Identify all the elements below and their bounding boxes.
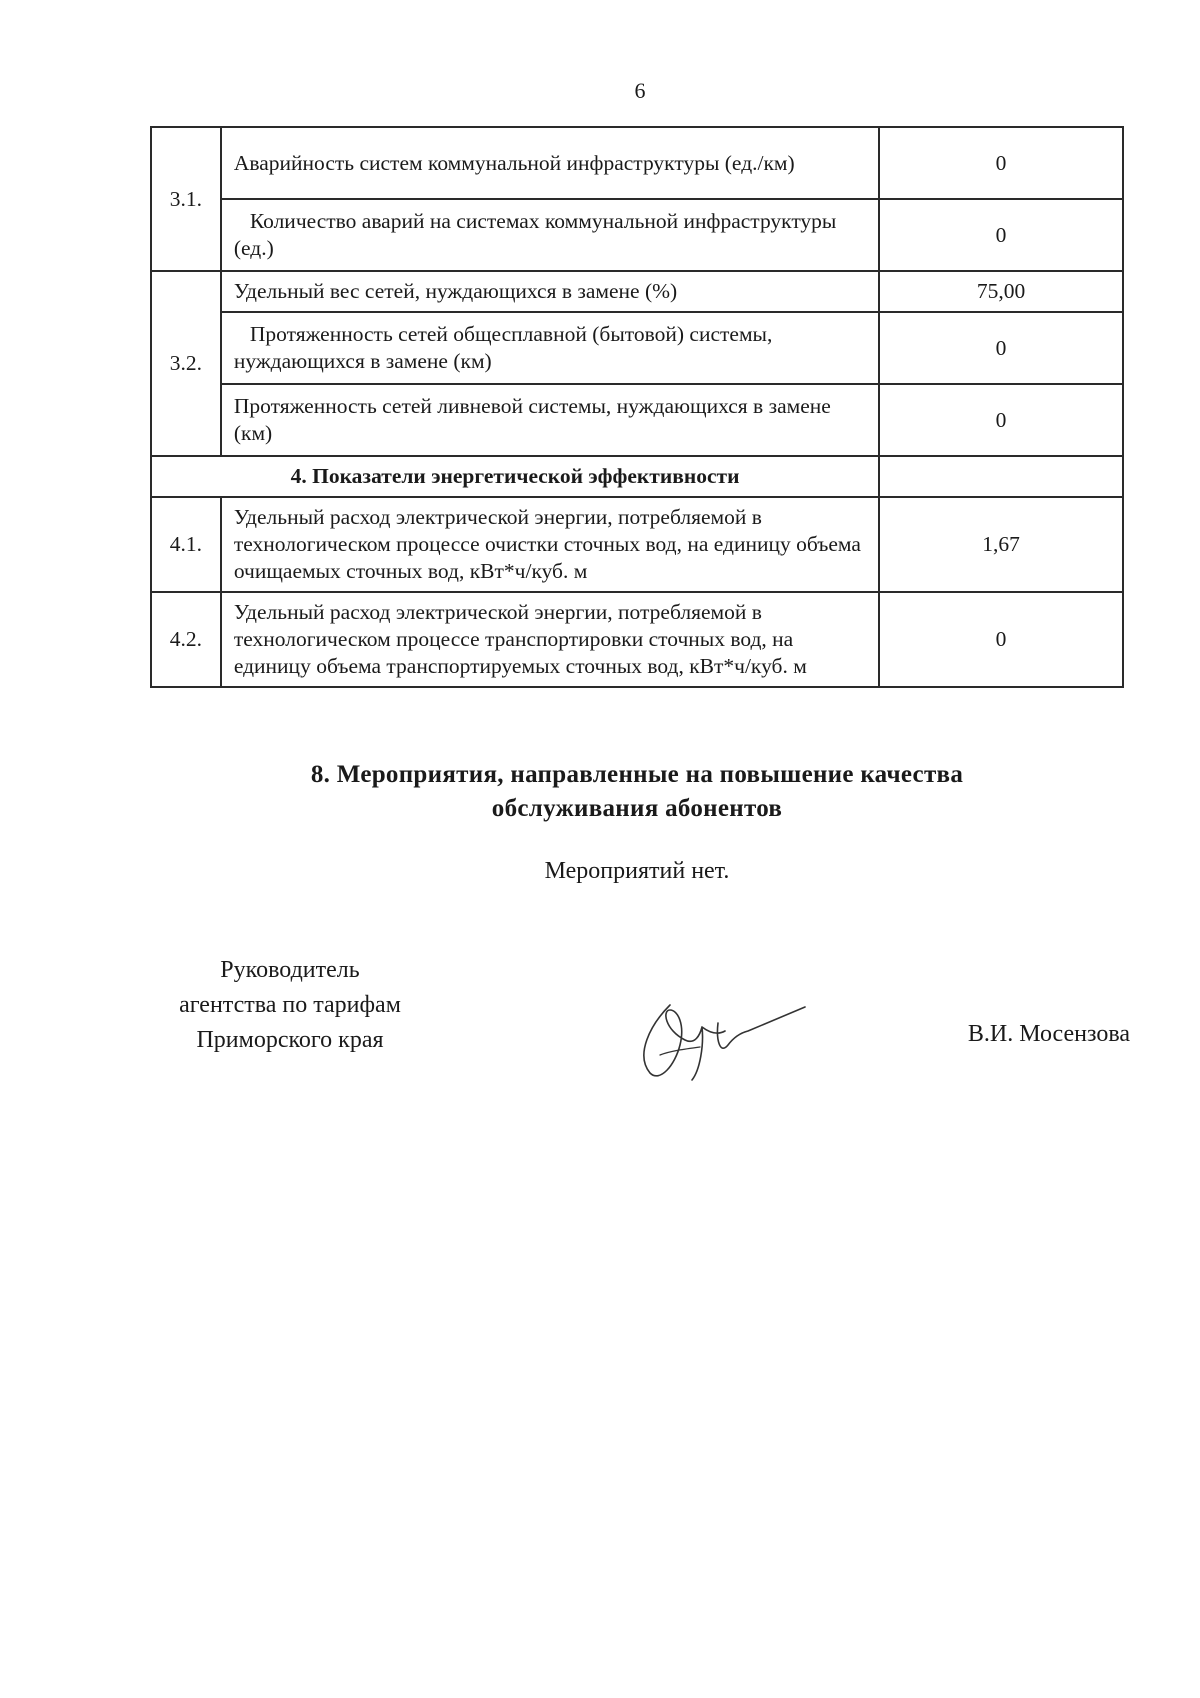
- row-description: Удельный расход электрической энергии, потребляемой в технологическом процессе транспортировки сточных вод, на единицу объема транспортируемых сточных вод, кВт*ч/куб. м: [221, 592, 879, 687]
- table-row: [151, 592, 1123, 687]
- row-value: 0: [879, 312, 1123, 384]
- indicators-table: [150, 126, 1124, 688]
- row-value: 75,00: [879, 271, 1123, 312]
- table-row: [151, 199, 1123, 271]
- signer-title-line3: Приморского края: [196, 1027, 384, 1053]
- table-row: [151, 127, 1123, 199]
- section-heading-line2: обслуживания абонентов: [491, 795, 783, 822]
- signer-title-line1: Руководитель: [220, 957, 360, 983]
- row-number: 3.2.: [151, 271, 221, 456]
- row-description: Удельный вес сетей, нуждающихся в замене (%): [221, 271, 879, 312]
- row-description: Аварийность систем коммунальной инфраструктуры (ед./км): [221, 127, 879, 199]
- row-description: Удельный расход электрической энергии, потребляемой в технологическом процессе очистки сточных вод, на единицу объема очищаемых сточных вод, кВт*ч/куб. м: [221, 497, 879, 592]
- section-title: 4. Показатели энергетической эффективности: [151, 456, 879, 497]
- table-row: [151, 312, 1123, 384]
- section-heading-line1: 8. Мероприятия, направленные на повышение качества: [310, 761, 964, 788]
- row-description: Количество аварий на системах коммунальной инфраструктуры (ед.): [221, 199, 879, 271]
- handwritten-signature: [630, 985, 810, 1095]
- page-number: 6: [634, 78, 646, 103]
- table-row: [151, 497, 1123, 592]
- row-number: 4.2.: [151, 592, 221, 687]
- table-row: [151, 271, 1123, 312]
- no-measures-note: Мероприятий нет.: [544, 858, 730, 884]
- signer-title: [140, 953, 440, 1058]
- row-number: 3.1.: [151, 127, 221, 271]
- row-value: 0: [879, 592, 1123, 687]
- row-value: 0: [879, 127, 1123, 199]
- section-row: [151, 456, 1123, 497]
- row-description: Протяженность сетей ливневой системы, нуждающихся в замене (км): [221, 384, 879, 456]
- row-value: 1,67: [879, 497, 1123, 592]
- signer-name: В.И. Мосензова: [967, 1021, 1130, 1047]
- table-row: [151, 384, 1123, 456]
- signer-title-line2: агентства по тарифам: [179, 992, 401, 1018]
- row-value: 0: [879, 384, 1123, 456]
- section-value-empty: [879, 456, 1123, 497]
- row-number: 4.1.: [151, 497, 221, 592]
- section-heading: [150, 758, 1124, 826]
- row-value: 0: [879, 199, 1123, 271]
- row-description: Протяженность сетей общесплавной (бытовой) системы, нуждающихся в замене (км): [221, 312, 879, 384]
